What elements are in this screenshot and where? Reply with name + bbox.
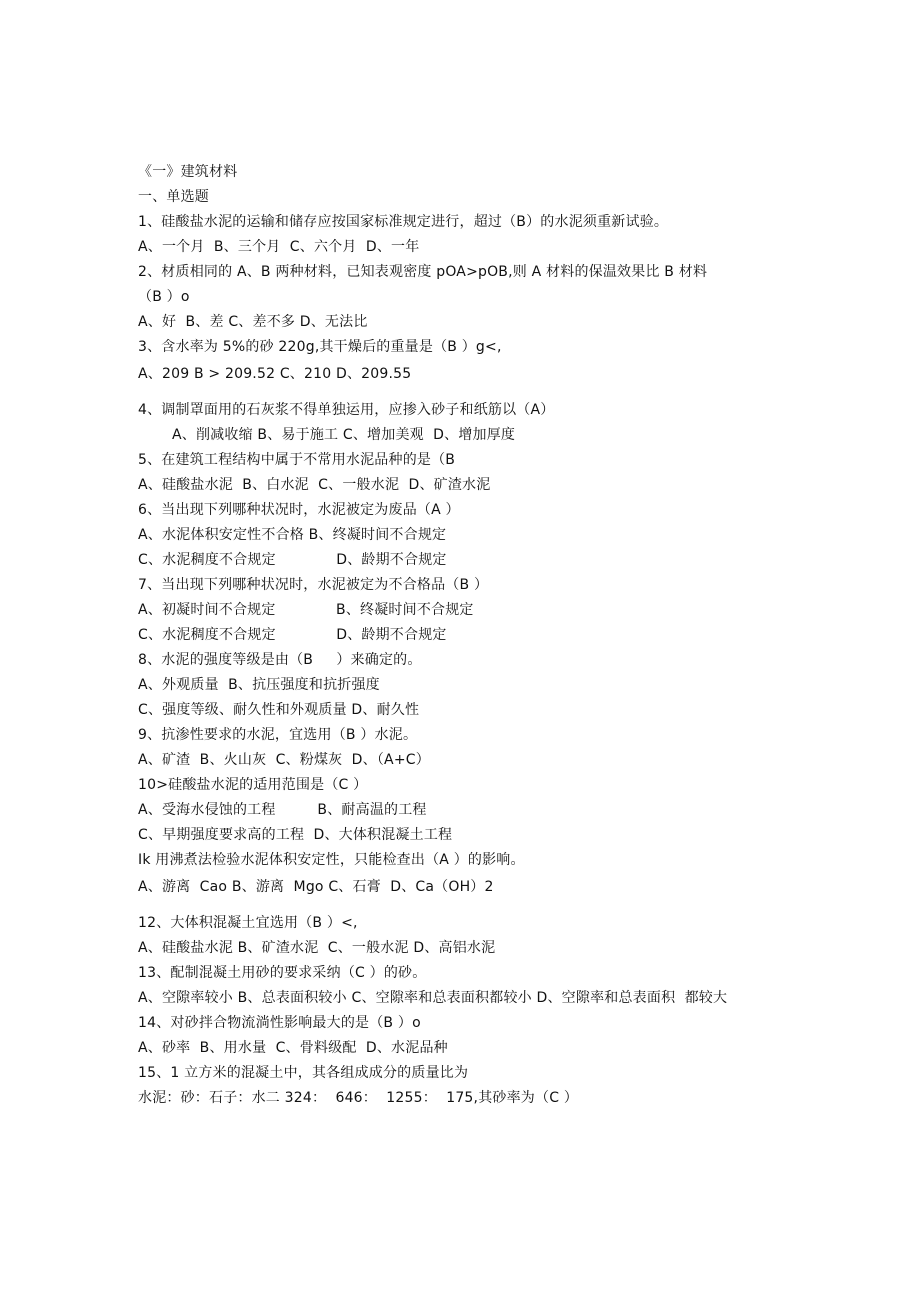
options-line: C、水泥稠度不合规定 D、龄期不合规定: [138, 627, 447, 643]
options-line: A、初凝时间不合规定 B、终凝时间不合规定: [138, 602, 474, 618]
options-line: A、硅酸盐水泥 B、矿渣水泥 C、一般水泥 D、高铝水泥: [138, 940, 496, 956]
options-line: A、水泥体积安定性不合格 B、终凝时间不合规定: [138, 527, 447, 543]
options-line: C、水泥稠度不合规定 D、龄期不合规定: [138, 552, 447, 568]
document-title: 《一》建筑材料: [138, 164, 238, 180]
options-line: C、早期强度要求高的工程 D、大体积混凝土工程: [138, 827, 453, 843]
question-line: 13、配制混凝土用砂的要求采纳（C ）的砂。: [138, 965, 427, 981]
question-line: 6、当出现下列哪种状况时，水泥被定为废品（A ）: [138, 502, 460, 518]
options-line: A、砂率 B、用水量 C、骨料级配 D、水泥品种: [138, 1040, 448, 1056]
options-line: A、好 B、差 C、差不多 D、无法比: [138, 314, 368, 330]
section-heading: 一、单选题: [138, 189, 209, 205]
question-line: 15、1 立方米的混凝土中，其各组成成分的质量比为: [138, 1065, 469, 1081]
question-line: 5、在建筑工程结构中属于不常用水泥品种的是（B: [138, 452, 456, 468]
question-line: 水泥：砂：石子：水二 324： 646： 1255： 175,其砂率为（C ）: [138, 1090, 579, 1106]
options-line: A、受海水侵蚀的工程 B、耐高温的工程: [138, 802, 427, 818]
options-line: A、一个月 B、三个月 C、六个月 D、一年: [138, 239, 420, 255]
options-line: A、硅酸盐水泥 B、白水泥 C、一般水泥 D、矿渣水泥: [138, 477, 491, 493]
question-line: 12、大体积混凝土宜选用（B ）<,: [138, 915, 358, 931]
question-line: 3、含水率为 5%的砂 220g,其干燥后的重量是（B ）g<,: [138, 339, 502, 355]
options-line: C、强度等级、耐久性和外观质量 D、耐久性: [138, 702, 420, 718]
options-line: A、削减收缩 B、易于施工 C、增加美观 D、增加厚度: [172, 427, 516, 443]
options-line: A、空隙率较小 B、总表面积较小 C、空隙率和总表面积都较小 D、空隙率和总表面积 都较大: [138, 990, 728, 1006]
options-line: A、209 B > 209.52 C、210 D、209.55: [138, 366, 412, 382]
options-line: A、矿渣 B、火山灰 C、粉煤灰 D、（A+C）: [138, 752, 430, 768]
question-line: Ik 用沸煮法检验水泥体积安定性，只能检查出（A ）的影响。: [138, 852, 525, 868]
question-line: 8、水泥的强度等级是由（B ）来确定的。: [138, 652, 422, 668]
question-line: 10>硅酸盐水泥的适用范围是（C ）: [138, 777, 368, 793]
question-line: 2、材质相同的 A、B 两种材料，已知表观密度 pOA>pOB,则 A 材料的保温效果比 B 材料: [138, 264, 708, 280]
question-line: 9、抗渗性要求的水泥，宜选用（B ）水泥。: [138, 727, 418, 743]
options-line: A、游离 Cao B、游离 Mgo C、石膏 D、Ca（OH）2: [138, 879, 494, 895]
question-line: 1、硅酸盐水泥的运输和储存应按国家标准规定进行，超过（B）的水泥须重新试验。: [138, 214, 669, 230]
question-line: 14、对砂拌合物流淌性影响最大的是（B ）o: [138, 1015, 421, 1031]
question-line: 4、调制罩面用的石灰浆不得单独运用，应掺入砂子和纸筋以（A）: [138, 402, 555, 418]
question-line: 7、当出现下列哪种状况时，水泥被定为不合格品（B ）: [138, 577, 489, 593]
options-line: A、外观质量 B、抗压强度和抗折强度: [138, 677, 380, 693]
question-line: （B ）o: [138, 289, 190, 305]
